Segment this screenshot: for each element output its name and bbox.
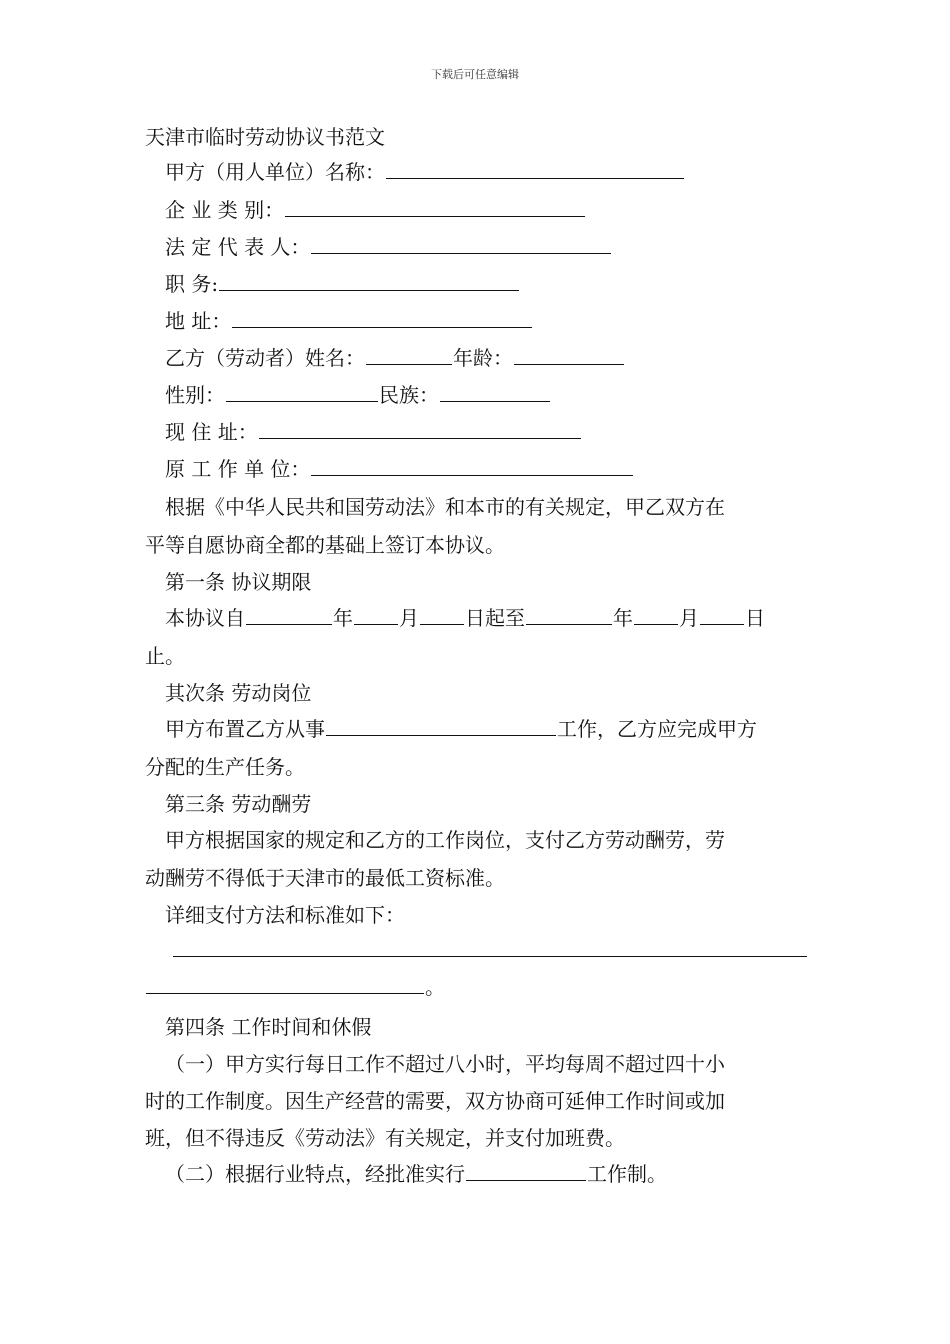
address-label: 地 址： (165, 309, 232, 333)
article-1-prefix: 本协议自 (165, 606, 245, 630)
intro-line-1: 根据《中华人民共和国劳动法》和本市的有关规定，甲乙双方在 (165, 495, 725, 519)
article-2-line-2: 分配的生产任务。 (145, 755, 305, 779)
work-system-blank[interactable] (466, 1160, 586, 1181)
job-blank[interactable] (326, 715, 556, 736)
document-title: 天津市临时劳动协议书范文 (145, 125, 385, 149)
payment-method-label: 详细支付方法和标准如下： (165, 903, 405, 927)
article-4-p2-row (165, 1160, 830, 1188)
article-4-p2-suffix: 工作制。 (587, 1162, 667, 1186)
legal-rep-row (165, 233, 830, 261)
age-label: 年龄： (453, 346, 513, 370)
end-month-label: 月 (679, 606, 699, 630)
end-year-blank[interactable] (526, 604, 612, 625)
party-a-name-row (165, 158, 830, 186)
former-unit-row (165, 455, 830, 483)
enterprise-type-row (165, 196, 830, 224)
age-blank[interactable] (514, 344, 624, 365)
article-2-suffix: 工作，乙方应完成甲方 (557, 717, 757, 741)
position-label: 职 务: (165, 272, 219, 296)
ethnic-blank[interactable] (440, 381, 550, 402)
start-day-blank[interactable] (420, 604, 464, 625)
end-day-label: 日 (745, 606, 765, 630)
article-4-p2-prefix: （二）根据行业特点，经批准实行 (165, 1162, 465, 1186)
article-4-p1-line-2: 时的工作制度。因生产经营的需要，双方协商可延伸工作时间或加 (145, 1089, 725, 1113)
intro-line-2: 平等自愿协商全都的基础上签订本协议。 (145, 533, 505, 557)
article-2-prefix: 甲方布置乙方从事 (165, 717, 325, 741)
article-4-heading: 第四条 工作时间和休假 (165, 1015, 372, 1039)
start-year-blank[interactable] (246, 604, 332, 625)
article-1-period-row (165, 604, 830, 632)
former-unit-blank[interactable] (311, 455, 633, 476)
article-2-heading: 其次条 劳动岗位 (165, 681, 312, 705)
start-day-label: 日起至 (465, 606, 525, 630)
page-header: 下载后可任意编辑 (431, 68, 519, 81)
party-a-name-blank[interactable] (386, 158, 684, 179)
payment-method-blank-row-2 (145, 973, 810, 1001)
article-3-heading: 第三条 劳动酬劳 (165, 792, 312, 816)
article-1-end: 止。 (145, 644, 185, 668)
article-3-line-2: 动酬劳不得低于天津市的最低工资标准。 (145, 866, 505, 890)
party-a-name-label: 甲方（用人单位）名称： (165, 160, 385, 184)
legal-rep-blank[interactable] (311, 233, 611, 254)
article-4-p1-line-3: 班，但不得违反《劳动法》有关规定，并支付加班费。 (145, 1126, 625, 1150)
party-b-name-blank[interactable] (366, 344, 452, 365)
enterprise-type-blank[interactable] (285, 196, 585, 217)
article-4-p1-line-1: （一）甲方实行每日工作不超过八小时，平均每周不超过四十小 (165, 1052, 725, 1076)
enterprise-type-label: 企 业 类 别： (165, 198, 285, 222)
legal-rep-label: 法 定 代 表 人： (165, 235, 311, 259)
address-blank[interactable] (232, 307, 532, 328)
party-b-name-row (165, 344, 830, 372)
party-b-name-label: 乙方（劳动者）姓名： (165, 346, 365, 370)
payment-method-blank-2[interactable] (146, 973, 424, 994)
position-blank[interactable] (219, 270, 519, 291)
payment-method-blank-1[interactable] (173, 936, 807, 957)
residence-label: 现 住 址： (165, 420, 258, 444)
position-row (165, 270, 830, 298)
start-year-label: 年 (333, 606, 353, 630)
payment-method-period: 。 (425, 975, 445, 999)
residence-row (165, 418, 830, 446)
end-day-blank[interactable] (700, 604, 744, 625)
gender-label: 性别： (165, 383, 225, 407)
start-month-label: 月 (399, 606, 419, 630)
end-month-blank[interactable] (634, 604, 678, 625)
residence-blank[interactable] (259, 418, 581, 439)
gender-row (165, 381, 830, 409)
start-month-blank[interactable] (354, 604, 398, 625)
end-year-label: 年 (613, 606, 633, 630)
article-2-row (165, 715, 830, 743)
article-3-line-1: 甲方根据国家的规定和乙方的工作岗位，支付乙方劳动酬劳，劳 (165, 828, 725, 852)
article-1-heading: 第一条 协议期限 (165, 570, 312, 594)
payment-method-blank-row-1 (145, 936, 810, 964)
gender-blank[interactable] (226, 381, 378, 402)
ethnic-label: 民族： (379, 383, 439, 407)
address-row (165, 307, 830, 335)
former-unit-label: 原 工 作 单 位： (165, 457, 311, 481)
